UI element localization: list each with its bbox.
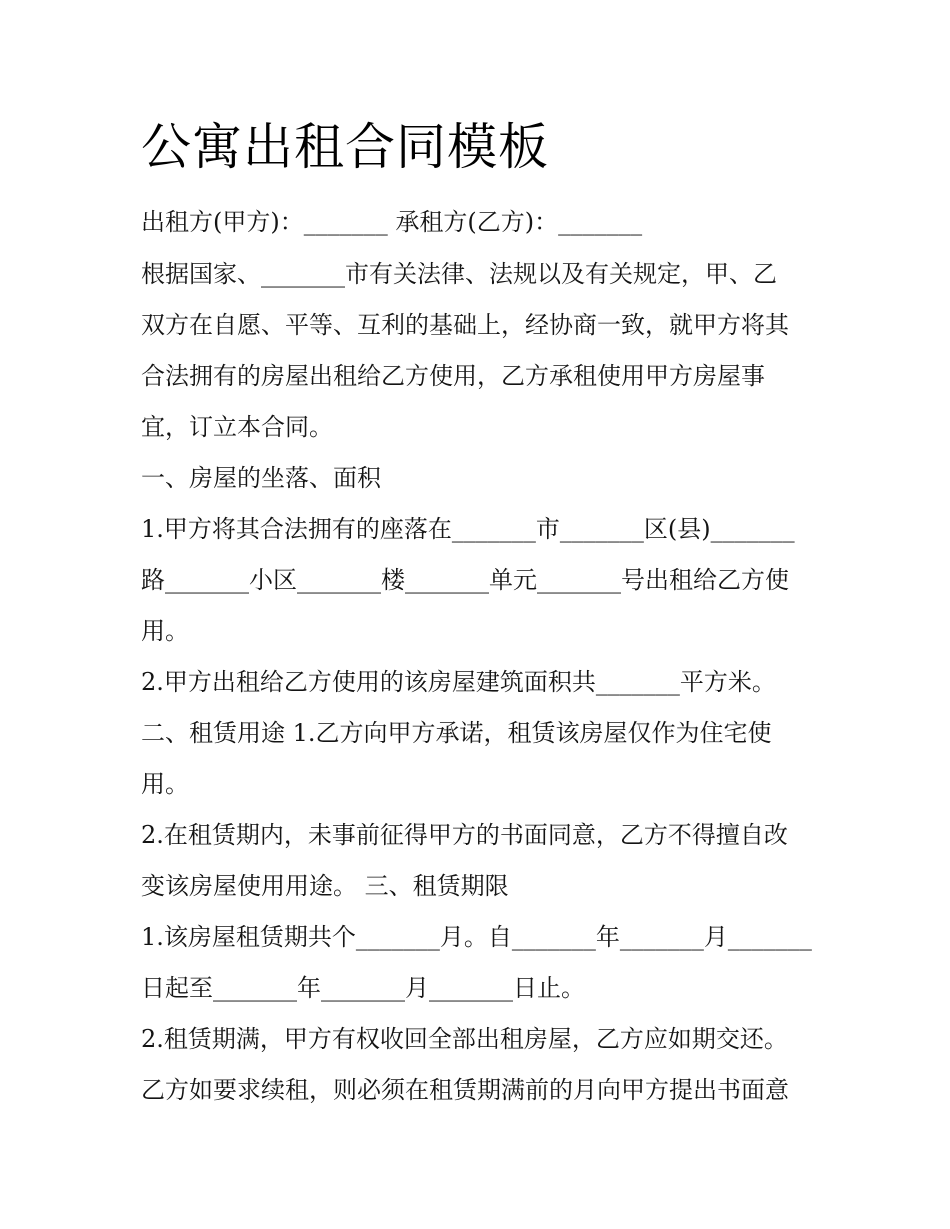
section-heading: 一、房屋的坐落、面积 xyxy=(141,464,381,492)
body-line: 根据国家、_______市有关法律、法规以及有关规定，甲、乙 xyxy=(141,260,777,288)
section-heading: 二、租赁用途 1.乙方向甲方承诺，租赁该房屋仅作为住宅使 xyxy=(141,719,772,747)
body-line: 1.该房屋租赁期共个_______月。自_______年_______月_______ xyxy=(141,923,812,951)
body-line: 用。 xyxy=(141,770,189,798)
body-line: 宜，订立本合同。 xyxy=(141,413,333,441)
body-line: 2.租赁期满，甲方有权收回全部出租房屋，乙方应如期交还。 xyxy=(141,1025,788,1053)
body-line: 乙方如要求续租，则必须在租赁期满前的月向甲方提出书面意 xyxy=(141,1076,789,1104)
body-line: 2.在租赁期内，未事前征得甲方的书面同意，乙方不得擅自改 xyxy=(141,821,788,849)
section-heading: 变该房屋使用用途。 三、租赁期限 xyxy=(141,872,509,900)
body-line: 合法拥有的房屋出租给乙方使用，乙方承租使用甲方房屋事 xyxy=(141,362,765,390)
parties-line: 出租方(甲方)：_______ 承租方(乙方)：_______ xyxy=(141,208,643,236)
body-line: 用。 xyxy=(141,617,189,645)
body-line: 2.甲方出租给乙方使用的该房屋建筑面积共_______平方米。 xyxy=(141,668,776,696)
body-line: 日起至_______年_______月_______日止。 xyxy=(141,974,585,1002)
body-line: 1.甲方将其合法拥有的座落在_______市_______区(县)_______ xyxy=(141,515,795,543)
body-line: 双方在自愿、平等、互利的基础上，经协商一致，就甲方将其 xyxy=(141,311,789,339)
document-title: 公寓出租合同模板 xyxy=(141,118,549,176)
body-line: 路_______小区_______楼_______单元_______号出租给乙方使 xyxy=(141,566,789,594)
